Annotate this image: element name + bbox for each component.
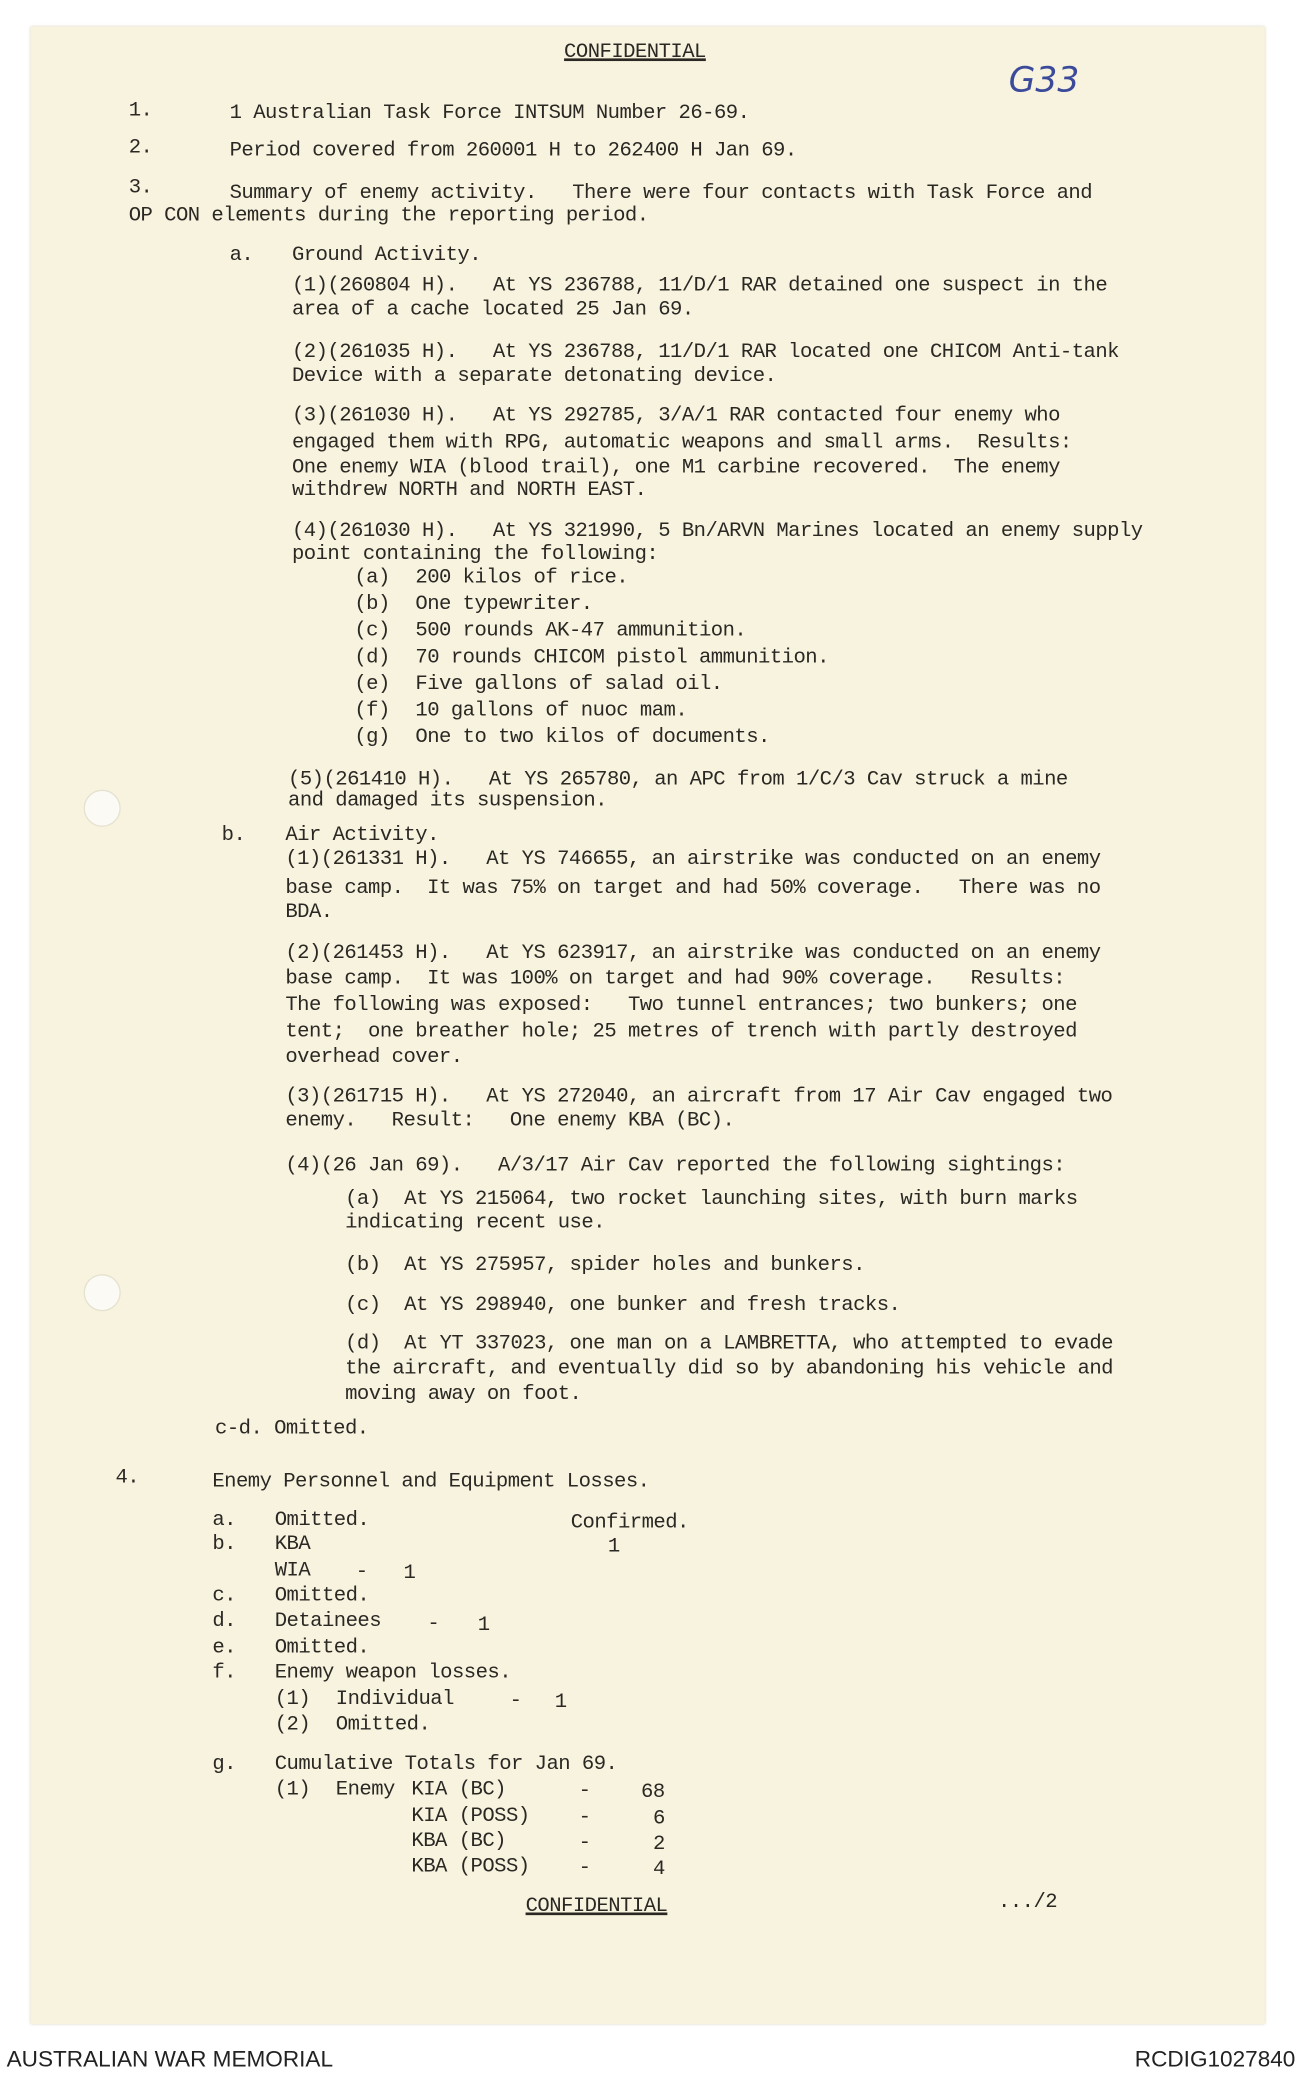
total-value: 6 <box>652 1806 665 1831</box>
sub-key: (1) <box>274 1777 311 1802</box>
total-dash: - <box>578 1855 591 1880</box>
supply-key: (d) <box>354 645 390 669</box>
loss-item: Individual <box>335 1686 454 1711</box>
total-label: KBA (POSS) <box>411 1854 530 1878</box>
air-item: BDA. <box>285 899 333 924</box>
loss-item: WIA <box>274 1558 311 1583</box>
air-activity-heading: Air Activity. <box>285 822 439 847</box>
punch-hole <box>84 790 121 827</box>
loss-item: Detainees <box>274 1608 382 1633</box>
supply-key: (e) <box>354 671 390 696</box>
punch-hole <box>84 1274 121 1311</box>
air-item: base camp. It was 75% on target and had 50% coverage. There was no <box>285 875 1101 900</box>
sub-letter: b. <box>212 1531 236 1556</box>
supply-key: (g) <box>354 724 390 749</box>
supply-item: One typewriter. <box>415 591 593 616</box>
classification-footer: CONFIDENTIAL <box>525 1893 668 1918</box>
sub-letter: a. <box>212 1507 236 1532</box>
loss-item: Omitted. <box>274 1635 370 1660</box>
para3-text: OP CON elements during the reporting period. <box>128 203 649 227</box>
supply-key: (f) <box>354 698 390 722</box>
loss-item: KBA <box>274 1531 311 1556</box>
air-item: enemy. Result: One enemy KBA (BC). <box>285 1108 735 1133</box>
air-item: (1)(261331 H). At YS 746655, an airstrike was conducted on an enemy <box>285 846 1101 871</box>
para-number: 4. <box>115 1465 140 1490</box>
ground-item: (3)(261030 H). At YS 292785, 3/A/1 RAR contacted four enemy who <box>291 403 1060 428</box>
supply-item: One to two kilos of documents. <box>415 724 770 749</box>
handwritten-reference: G33 <box>1008 61 1080 101</box>
sub-letter: f. <box>212 1660 236 1685</box>
para-number: 1. <box>128 98 153 123</box>
continuation-marker: .../2 <box>998 1889 1058 1914</box>
loss-item: Enemy <box>335 1777 395 1802</box>
loss-item: Omitted. <box>335 1712 431 1736</box>
sub-key: (2) <box>274 1712 311 1736</box>
supply-key: (b) <box>354 591 390 616</box>
sub-key: (1) <box>274 1686 311 1711</box>
classification-header: CONFIDENTIAL <box>564 39 706 64</box>
ground-item: (2)(261035 H). At YS 236788, 11/D/1 RAR located one CHICOM Anti-tank <box>291 339 1119 364</box>
archive-institution: AUSTRALIAN WAR MEMORIAL <box>6 2046 334 2072</box>
total-value: 68 <box>641 1779 665 1804</box>
ground-activity-heading: Ground Activity. <box>291 242 482 267</box>
para2-text: Period covered from 260001 H to 262400 H Jan 69. <box>229 138 797 162</box>
sighting: the aircraft, and eventually did so by abandoning his vehicle and <box>345 1356 1114 1381</box>
loss-value: 1 <box>477 1612 490 1637</box>
supply-item: 70 rounds CHICOM pistol ammunition. <box>415 645 829 669</box>
ground-item: and damaged its suspension. <box>288 788 607 813</box>
sub-letter: a. <box>229 242 254 267</box>
ground-item: withdrew NORTH and NORTH EAST. <box>291 477 647 502</box>
archive-id: RCDIG1027840 <box>1134 2046 1296 2072</box>
total-label: KIA (BC) <box>411 1777 506 1802</box>
loss-value: 1 <box>403 1560 416 1585</box>
loss-value: 1 <box>607 1534 620 1559</box>
sighting: (d) At YT 337023, one man on a LAMBRETTA, who attempted to evade <box>345 1331 1114 1356</box>
sub-letter: e. <box>212 1635 236 1660</box>
para-number: 3. <box>128 175 153 200</box>
loss-item: Omitted. <box>274 1583 370 1608</box>
para1-text: 1 Australian Task Force INTSUM Number 26-69. <box>229 100 750 125</box>
air-item: The following was exposed: Two tunnel entrances; two bunkers; one <box>285 992 1077 1017</box>
total-value: 2 <box>652 1831 665 1856</box>
loss-item: Cumulative Totals for Jan 69. <box>274 1751 618 1776</box>
supply-item: 500 rounds AK-47 ammunition. <box>415 618 747 643</box>
total-label: KBA (BC) <box>411 1828 506 1853</box>
ground-item: Device with a separate detonating device. <box>291 363 777 388</box>
losses-heading: Enemy Personnel and Equipment Losses. <box>212 1469 650 1494</box>
sighting: (c) At YS 298940, one bunker and fresh tracks. <box>345 1292 901 1317</box>
supply-item: 200 kilos of rice. <box>415 565 629 590</box>
sighting: moving away on foot. <box>345 1381 582 1406</box>
air-item: (2)(261453 H). At YS 623917, an airstrike was conducted on an enemy <box>285 940 1101 965</box>
confirmed-header: Confirmed. <box>570 1510 689 1535</box>
loss-value: 1 <box>554 1689 567 1714</box>
sub-letter: c. <box>212 1583 236 1608</box>
sighting: indicating recent use. <box>345 1210 605 1235</box>
supply-item: 10 gallons of nuoc mam. <box>415 698 688 722</box>
total-dash: - <box>578 1778 591 1803</box>
ground-item: One enemy WIA (blood trail), one M1 carbine recovered. The enemy <box>291 455 1060 480</box>
sub-letter: b. <box>221 822 246 847</box>
ground-item: point containing the following: <box>291 541 659 566</box>
sighting: (b) At YS 275957, spider holes and bunkers. <box>345 1252 865 1277</box>
total-dash: - <box>578 1804 591 1829</box>
air-item: (3)(261715 H). At YS 272040, an aircraft from 17 Air Cav engaged two <box>285 1084 1113 1109</box>
sighting: (a) At YS 215064, two rocket launching sites, with burn marks <box>345 1186 1078 1211</box>
air-item: overhead cover. <box>285 1044 463 1069</box>
air-item: tent; one breather hole; 25 metres of trench with partly destroyed <box>285 1019 1077 1044</box>
supply-key: (c) <box>354 618 390 643</box>
ground-item: (1)(260804 H). At YS 236788, 11/D/1 RAR detained one suspect in the <box>291 273 1108 298</box>
total-dash: - <box>578 1830 591 1855</box>
omitted-cd: c-d. Omitted. <box>215 1416 369 1441</box>
supply-key: (a) <box>354 565 390 590</box>
ground-item: engaged them with RPG, automatic weapons and small arms. Results: <box>291 430 1072 454</box>
air-item: (4)(26 Jan 69). A/3/17 Air Cav reported the following sightings: <box>285 1153 1066 1178</box>
total-value: 4 <box>652 1856 665 1881</box>
ground-item: (5)(261410 H). At YS 265780, an APC from 1/C/3 Cav struck a mine <box>288 767 1068 792</box>
supply-item: Five gallons of salad oil. <box>415 671 723 696</box>
loss-item: Enemy weapon losses. <box>274 1660 512 1685</box>
para3-text: Summary of enemy activity. There were four contacts with Task Force and <box>229 180 1093 205</box>
para-number: 2. <box>128 135 153 160</box>
total-label: KIA (POSS) <box>411 1803 530 1828</box>
ground-item: (4)(261030 H). At YS 321990, 5 Bn/ARVN Marines located an enemy supply <box>291 518 1143 543</box>
loss-item: Omitted. <box>274 1507 370 1532</box>
loss-dash: - <box>355 1559 368 1584</box>
ground-item: area of a cache located 25 Jan 69. <box>291 297 694 322</box>
air-item: base camp. It was 100% on target and had 90% coverage. Results: <box>285 966 1066 991</box>
loss-dash: - <box>509 1688 522 1713</box>
sub-letter: d. <box>212 1608 236 1633</box>
loss-dash: - <box>427 1611 440 1636</box>
sub-letter: g. <box>212 1751 236 1776</box>
